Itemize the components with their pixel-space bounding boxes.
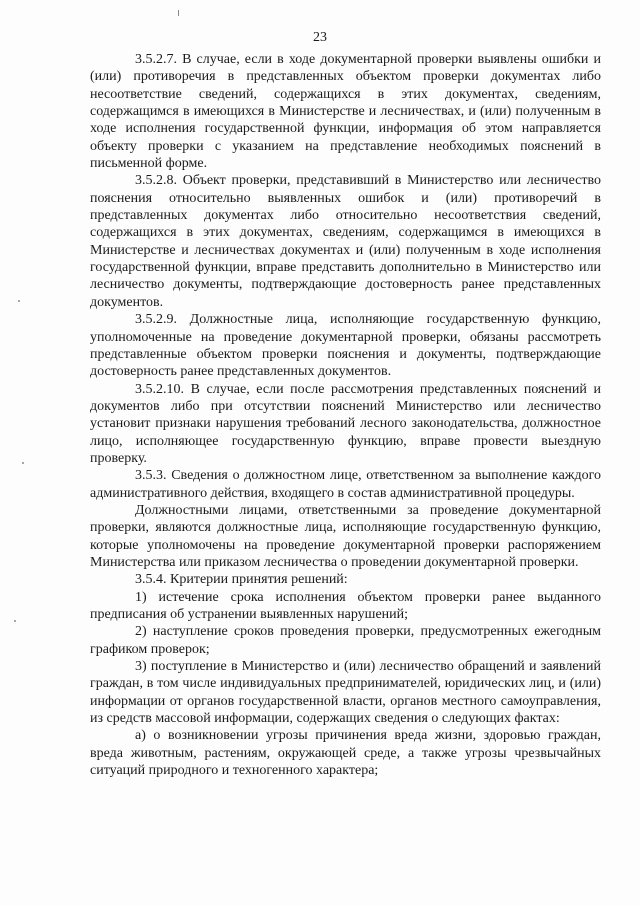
scan-speck [178,10,179,16]
criteria-item-2: 2) наступление сроков проведения проверки, предусмотренных ежегодным графиком проверок; [90,624,601,657]
paragraph-3-5-4: 3.5.4. Критерии принятия решений: [135,572,348,588]
criteria-item-1: 1) истечение срока исполнения объектом проверки ранее выданного предписания об устранении выявленных нарушений; [90,589,601,622]
scan-speck [22,462,24,464]
scan-speck [14,620,16,622]
paragraph-3-5-2-10: 3.5.2.10. В случае, если после рассмотрения представленных пояснений и документов либо при отсутствии пояснений Министерство или лесничество установит признаки нарушения требований лесного законодательства, должностное лицо, исполняющее государственную функцию, вправе провести выездную проверку. [90,381,601,466]
paragraph-3-5-2-7: 3.5.2.7. В случае, если в ходе документарной проверки выявлены ошибки и (или) противоречия в представленных объектом проверки документах либо несоответствие сведений, содержащихся в этих документах, сведениям, содержащимся в имеющихся в Министерстве и лесничествах, и (или) полученным в ходе исполнения государственной функции, информация об этом направляется объекту проверки с указанием на представление необходимых пояснений в письменной форме. [90,52,601,172]
paragraph-3-5-3: 3.5.3. Сведения о должностном лице, ответственном за выполнение каждого административного действия, входящего в состав административной процедуры. [90,468,601,501]
paragraph-responsible-officials: Должностными лицами, ответственными за проведение документарной проверки, являются должностные лица, исполняющие государственную функцию, которые уполномочены на проведение документарной проверки распоряжением Министерства или приказом лесничества о проведении документарной проверки. [90,502,601,570]
criteria-item-3a: а) о возникновении угрозы причинения вреда жизни, здоровью граждан, вреда животным, растениям, окружающей среде, а также угрозы чрезвычайных ситуаций природного и техногенного характера; [90,728,601,779]
paragraph-3-5-2-9: 3.5.2.9. Должностные лица, исполняющие государственную функцию, уполномоченные на проведение документарной проверки, обязаны рассмотреть представленные объектом проверки пояснения и документы, подтверждающие достоверность ранее представленных документов. [90,312,601,380]
page-number: 23 [313,30,327,45]
criteria-item-3: 3) поступление в Министерство и (или) лесничество обращений и заявлений граждан, в том числе индивидуальных предпринимателей, юридических лиц, и (или) информации от органов государственной власти, органов местного самоуправления, из средств массовой информации, содержащих сведения о следующих фактах: [90,659,601,727]
paragraph-3-5-2-8: 3.5.2.8. Объект проверки, представивший в Министерство или лесничество пояснения относительно выявленных ошибок и (или) противоречий в представленных документах либо относительно несоответствия сведений, содержащихся в этих документах, сведениям, содержащимся в имеющихся в Министерстве и лесничествах документах и (или) полученным в ходе исполнения государственной функции, вправе представить дополнительно в Министерство или лесничество документы, подтверждающие достоверность ранее представленных документов. [90,173,601,310]
scan-speck [18,300,20,302]
document-body [90,51,601,779]
